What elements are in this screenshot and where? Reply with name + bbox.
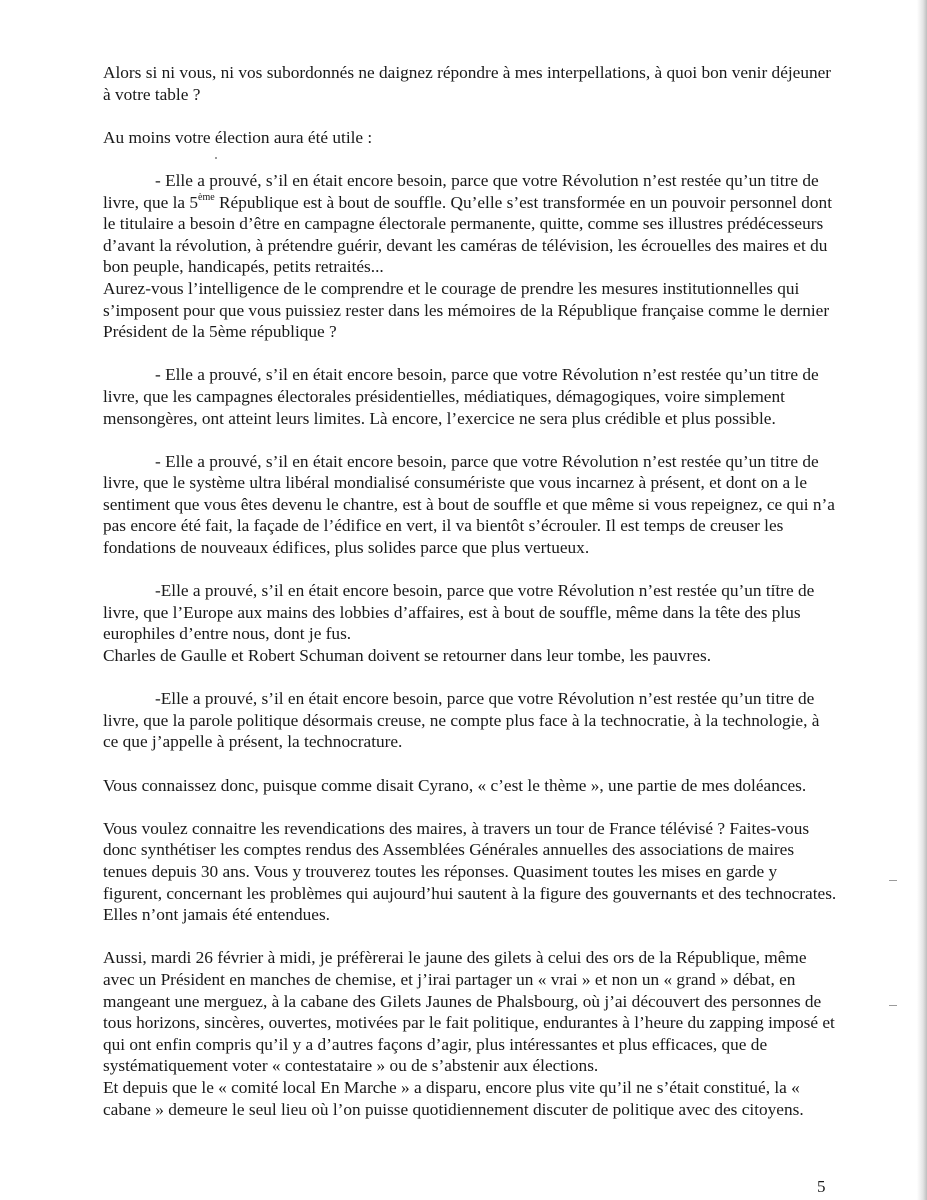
paragraph <box>103 170 839 278</box>
paragraph-text: - Elle a prouvé, s’il en était encore besoin, parce que votre Révolution n’est restée qu’un titre de livre, que la 5 <box>103 170 819 212</box>
paragraph: Aurez-vous l’intelligence de le comprendre et le courage de prendre les mesures institutionnelles qui s’imposent pour que vous puissiez rester dans les mémoires de la République française comme le dernier Président de la 5ème république ? <box>103 278 830 342</box>
paragraph: Charles de Gaulle et Robert Schuman doivent se retourner dans leur tombe, les pauvres. <box>103 646 712 666</box>
superscript: ème <box>198 191 215 203</box>
paragraph: -Elle a prouvé, s’il en était encore besoin, parce que votre Révolution n’est restée qu’un titre de livre, que la parole politique désormais creuse, ne compte plus face à la technocratie, à la technologie, à ce que j’appelle à présent, la technocrature. <box>103 689 820 752</box>
letter-body <box>103 62 839 1120</box>
paragraph: Au moins votre élection aura été utile : <box>103 127 373 147</box>
paragraph: - Elle a prouvé, s’il en était encore besoin, parce que votre Révolution n’est restée qu’un titre de livre, que les campagnes électorales présidentielles, médiatiques, démagogiques, voire simplement mensongères, ont atteint leurs limites. Là encore, l’exercice ne sera plus crédible et plus possible. <box>103 365 819 428</box>
paragraph: Vous connaissez donc, puisque comme disait Cyrano, « c’est le thème », une partie de mes doléances. <box>103 775 807 795</box>
page-number: 5 <box>817 1177 826 1196</box>
paragraph: Aussi, mardi 26 février à midi, je préfèrerai le jaune des gilets à celui des ors de la République, même avec un Président en manches de chemise, et j’irai partager un « vrai » et non un « grand » débat, en mangeant une merguez, à la cabane des Gilets Jaunes de Phalsbourg, où j’ai découvert des personnes de tous horizons, sincères, ouvertes, motivées par le fait politique, endurantes à l’heure du zapping imposé et qui ont enfin compris qu’il y a d’autres façons d’agir, plus intéressantes et plus efficaces, que de systématiquement voter « contestataire » ou de s’abstenir aux élections. <box>103 948 835 1076</box>
paragraph: -Elle a prouvé, s’il en était encore besoin, parce que votre Révolution n’est restée qu’un titre de livre, que l’Europe aux mains des lobbies d’affaires, est à bout de souffle, même dans la tête des plus europhiles d’entre nous, dont je fus. <box>103 581 815 644</box>
scan-speck <box>889 1005 897 1006</box>
scan-edge-shadow <box>917 0 927 1200</box>
paragraph-text: République est à bout de souffle. Qu’elle s’est transformée en un pouvoir personnel dont le titulaire a besoin d’être en campagne électorale permanente, quitte, comme ses illustres prédécesseurs d’avant la révolution, à prétendre guérir, devant les caméras de télévision, les écrouelles des maires et du bon peuple, handicapés, petits retraités... <box>103 192 833 277</box>
paragraph: Et depuis que le « comité local En Marche » a disparu, encore plus vite qu’il ne s’était constitué, la « cabane » demeure le seul lieu où l’on puisse quotidiennement discuter de politique avec des citoyens. <box>103 1077 804 1119</box>
paragraph: Vous voulez connaitre les revendications des maires, à travers un tour de France télévisé ? Faites-vous donc synthétiser les comptes rendus des Assemblées Générales annuelles des associations de maires tenues depuis 30 ans. Vous y trouverez toutes les réponses. Quasiment toutes les mises en garde y figurent, concernant les problèmes qui aujourd’hui sautent à la figure des gouvernants et des technocrates. Elles n’ont jamais été entendues. <box>103 818 837 925</box>
paragraph: Alors si ni vous, ni vos subordonnés ne daignez répondre à mes interpellations, à quoi bon venir déjeuner à votre table ? <box>103 63 832 104</box>
scan-speck <box>889 880 897 881</box>
paragraph: - Elle a prouvé, s’il en était encore besoin, parce que votre Révolution n’est restée qu’un titre de livre, que le système ultra libéral mondialisé consumériste que vous incarnez à présent, et dont on a le sentiment que vous êtes devenu le chantre, est à bout de souffle et que même si vous repeignez, ce qui n’a pas encore été fait, la façade de l’édifice en vert, il va bientôt s’écrouler. Il est temps de creuser les fondations de nouveaux édifices, plus solides parce que plus vertueux. <box>103 451 835 558</box>
